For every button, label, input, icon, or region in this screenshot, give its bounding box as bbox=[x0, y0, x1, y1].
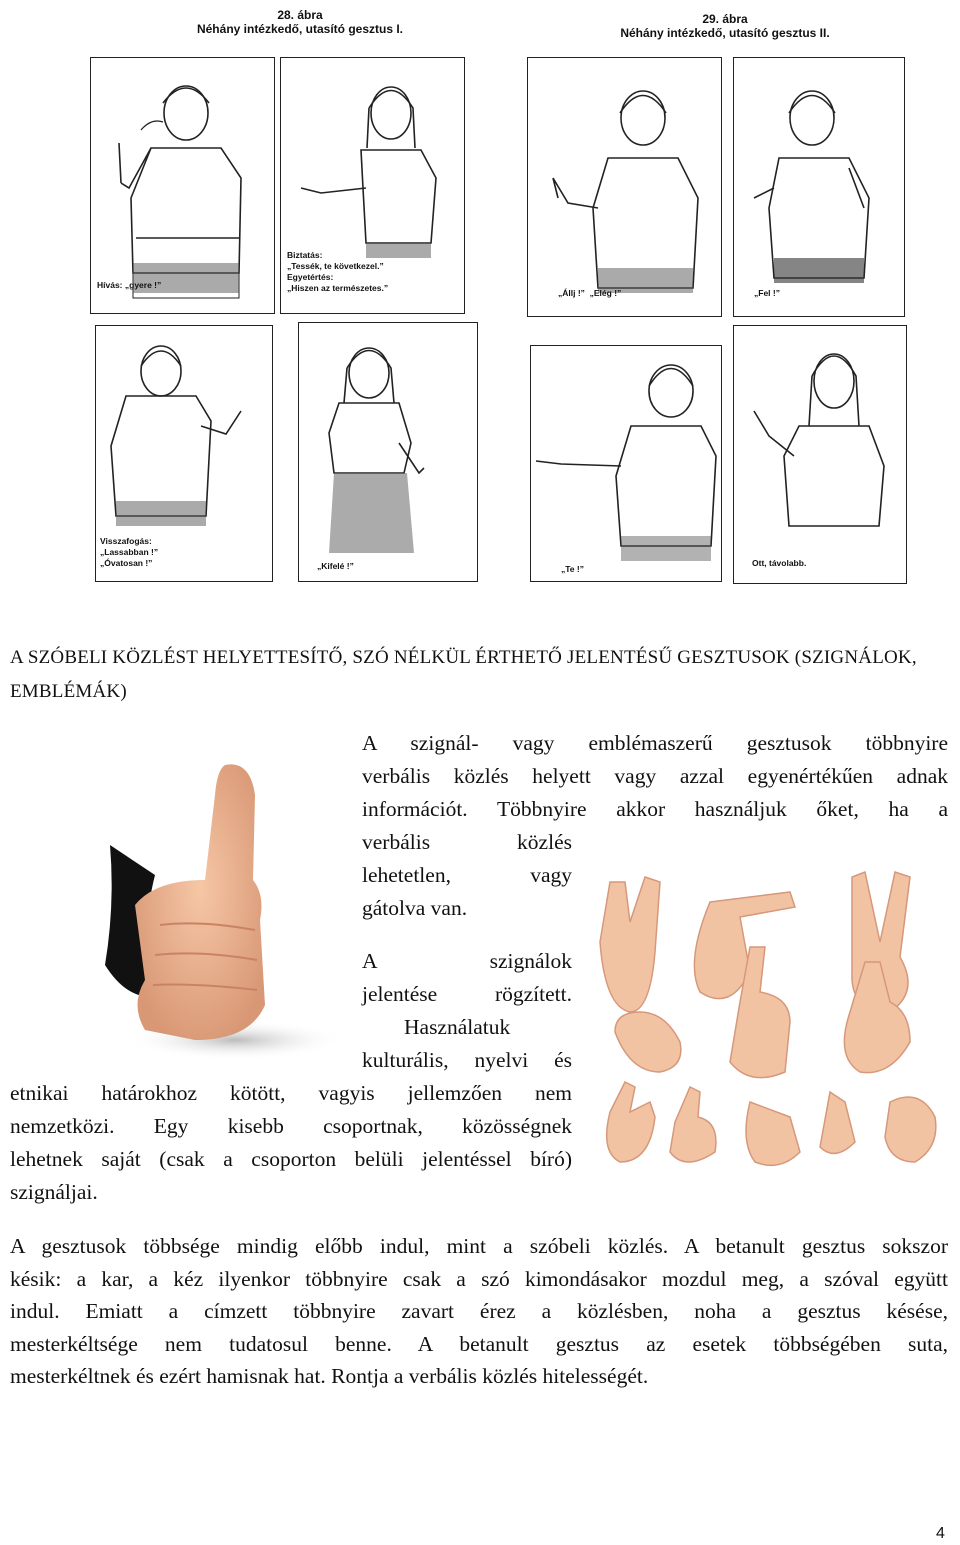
illustration-up-gesture bbox=[734, 58, 904, 316]
section-heading-line1: A SZÓBELI KÖZLÉST HELYETTESÍTŐ, SZÓ NÉLKÜL ÉRTHETŐ JELENTÉSŰ GESZTUSOK (SZIGNÁLOK, bbox=[10, 647, 917, 668]
caption-you: „Te !” bbox=[561, 564, 584, 574]
figure-29-caption: Néhány intézkedő, utasító gesztus II. bbox=[620, 26, 830, 40]
caption-call: Hívás: „gyere !” bbox=[97, 280, 162, 290]
para2-line1: A szignálok bbox=[362, 949, 572, 973]
section-heading bbox=[10, 641, 950, 709]
gesture-panel-call bbox=[90, 57, 275, 314]
gesture-panel-restrain bbox=[95, 325, 273, 582]
illustration-stop-gesture bbox=[528, 58, 721, 316]
caption-restrain: Visszafogás: „Lassabban !” „Óvatosan !” bbox=[100, 536, 159, 568]
gesture-panel-there bbox=[733, 325, 907, 584]
hand-signals-illustration bbox=[590, 862, 952, 1182]
page-number: 4 bbox=[936, 1525, 945, 1542]
gesture-panel-stop bbox=[527, 57, 722, 317]
para2-line2: jelentése rögzített. bbox=[362, 982, 572, 1006]
illustration-there-gesture bbox=[734, 326, 906, 583]
para2-line7: lehetnek saját (csak a csoporton belüli jelentéssel bíró) bbox=[10, 1147, 572, 1171]
para1-line5: lehetetlen, vagy bbox=[362, 863, 572, 887]
para3-line4: mesterkéltsége nem tudatosul benne. A betanult gesztus az esetek többségében suta, bbox=[10, 1331, 948, 1356]
figure-28-title bbox=[160, 8, 440, 36]
caption-stop: „Állj !” „Elég !” bbox=[558, 288, 622, 298]
gesture-panel-you bbox=[530, 345, 722, 582]
para3-line2: késik: a kar, a kéz ilyenkor többnyire csak a szó kimondásakor mozdul meg, a szóval együtt bbox=[10, 1266, 948, 1291]
figure-29-title bbox=[585, 12, 865, 40]
caption-up: „Fel !” bbox=[754, 288, 780, 298]
caption-out: „Kifelé !” bbox=[317, 561, 354, 571]
thumbs-up-image bbox=[75, 755, 355, 1070]
illustration-out-gesture bbox=[299, 323, 477, 581]
caption-encourage: Biztatás: „Tessék, te következel.” Egyetértés: „Hiszen az természetes.” bbox=[287, 250, 389, 293]
para1-line1: A szignál- vagy emblémaszerű gesztusok többnyire bbox=[362, 731, 948, 755]
paragraph-2-narrow bbox=[362, 945, 572, 1077]
figure-28-number: 28. ábra bbox=[277, 8, 323, 22]
para1-line2: verbális közlés helyett vagy azzal egyenértékűen adnak bbox=[362, 764, 948, 788]
paragraph-2-wide bbox=[10, 1077, 572, 1209]
para2-line3: Használatuk bbox=[404, 1015, 511, 1039]
illustration-you-gesture bbox=[531, 346, 721, 581]
para2-line4: kulturális, nyelvi és bbox=[362, 1048, 572, 1072]
paragraph-1 bbox=[362, 727, 948, 826]
caption-there: Ott, távolabb. bbox=[752, 558, 807, 568]
gesture-panel-out bbox=[298, 322, 478, 582]
illustration-call-gesture bbox=[91, 58, 274, 313]
thumbs-up-hand-illustration bbox=[75, 755, 355, 1070]
para1-line6: gátolva van. bbox=[362, 896, 468, 920]
para2-line8: szignáljai. bbox=[10, 1180, 98, 1204]
para1-line3: információt. Többnyire akkor használjuk őket, ha a bbox=[362, 797, 948, 821]
paragraph-1-narrow bbox=[362, 826, 572, 925]
figure-28-caption: Néhány intézkedő, utasító gesztus I. bbox=[196, 22, 404, 36]
gesture-panel-up bbox=[733, 57, 905, 317]
para3-line1: A gesztusok többsége mindig előbb indul, mint a szóbeli közlés. A betanult gesztus sokszor bbox=[10, 1234, 948, 1258]
hand-signals-image bbox=[590, 862, 952, 1182]
paragraph-3 bbox=[10, 1230, 948, 1393]
para2-line5: etnikai határokhoz kötött, vagyis jellemzően nem bbox=[10, 1081, 572, 1105]
para1-line4: verbális közlés bbox=[362, 830, 572, 854]
para3-line5: mesterkéltnek és ezért hamisnak hat. Rontja a verbális közlés hitelességét. bbox=[10, 1364, 649, 1388]
figure-29-number: 29. ábra bbox=[702, 12, 748, 26]
section-heading-line2: EMBLÉMÁK) bbox=[10, 681, 127, 702]
gesture-panel-encourage bbox=[280, 57, 465, 314]
para2-line6: nemzetközi. Egy kisebb csoportnak, közösségnek bbox=[10, 1114, 572, 1138]
para3-line3: indul. Emiatt a címzett többnyire zavart érez a közlésben, noha a gesztus késése, bbox=[10, 1299, 948, 1323]
